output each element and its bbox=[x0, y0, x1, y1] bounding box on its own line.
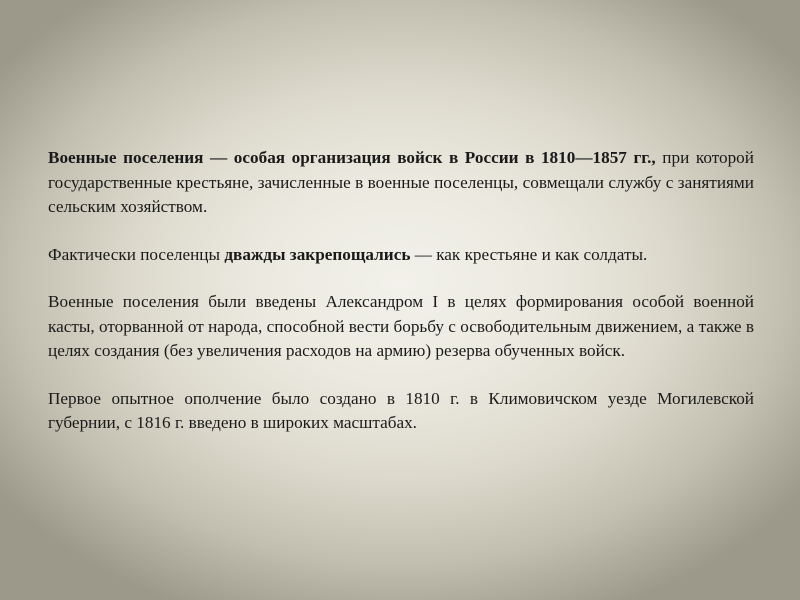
introduction-text: Военные поселения были введены Александром I в целях формирования особой военной касты, оторванной от народа, способной вести борьбу с освободительным движением, а также в целях создания (без увеличения расходов на армию) резерва обученных войск. bbox=[48, 292, 754, 360]
paragraph-first-settlement bbox=[48, 387, 754, 436]
double-serfdom-tail-text: — как крестьяне и как солдаты. bbox=[410, 244, 648, 264]
paragraph-definition bbox=[48, 146, 754, 220]
double-serfdom-bold-text: дважды закрепощались bbox=[224, 244, 411, 264]
definition-text: при которой государственные крестьяне, зачисленные в военные поселенцы, совмещали службу с занятиями сельским хозяйством. bbox=[48, 148, 754, 216]
paragraph-introduction bbox=[48, 290, 754, 364]
slide-text-body bbox=[48, 146, 754, 459]
double-serfdom-lead-text: Фактически поселенцы bbox=[48, 244, 225, 264]
definition-bold-text: Военные поселения — особая организация войск в России в 1810—1857 гг., bbox=[48, 148, 656, 167]
first-settlement-text: Первое опытное ополчение было создано в 1810 г. в Климовичском уезде Могилевской губернии, с 1816 г. введено в широких масштабах. bbox=[48, 388, 754, 432]
paragraph-double-serfdom bbox=[48, 243, 754, 268]
